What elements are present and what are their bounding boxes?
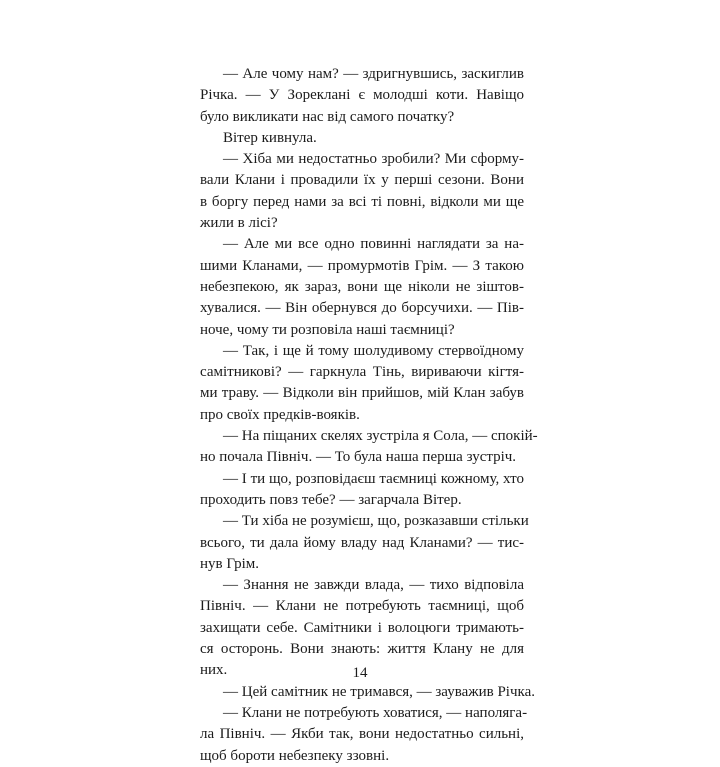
text-line: всього, ти дала йому владу над Кланами? — тис- xyxy=(200,534,524,551)
paragraph xyxy=(200,703,528,767)
paragraph xyxy=(200,128,524,149)
text-line: Вітер кивнула. xyxy=(223,129,317,146)
text-line: вали Клани і провадили їх у перші сезони. Вони xyxy=(200,172,524,189)
paragraph xyxy=(200,511,529,575)
paragraph xyxy=(200,234,524,340)
text-line: хувалися. — Він обернувся до борсучихи. — Пів- xyxy=(200,300,524,317)
text-line: них. xyxy=(200,662,228,679)
text-line: — Але чому нам? — здригнувшись, заскиглив xyxy=(223,66,524,82)
text-line: щоб бороти небезпеку ззовні. xyxy=(200,747,390,764)
text-line: ся осторонь. Вони знають: життя Клану не для xyxy=(200,641,524,658)
text-line: — Хіба ми недостатньо зробили? Ми сформу- xyxy=(223,151,524,168)
text-line: нув Грім. xyxy=(200,555,259,572)
text-line: ла Північ. — Якби так, вони недостатньо сильні, xyxy=(200,726,524,743)
paragraph xyxy=(200,682,535,703)
paragraph xyxy=(200,149,524,234)
text-line: ми траву. — Відколи він прийшов, мій Клан забув xyxy=(200,385,524,402)
text-line: но почала Північ. — То була наша перша зустріч. xyxy=(200,449,517,466)
text-line: про своїх предків-вояків. xyxy=(200,406,360,423)
text-line: захищати себе. Самітники і волоцюги тримають- xyxy=(200,619,524,636)
text-line: було викликати нас від самого початку? xyxy=(200,108,455,125)
paragraph xyxy=(200,64,524,128)
text-line: — На піщаних скелях зустріла я Сола, — спокій- xyxy=(223,428,538,445)
text-line: ноче, чому ти розповіла наші таємниці? xyxy=(200,321,455,338)
text-line: — Клани не потребують ховатися, — наполяга- xyxy=(223,704,528,721)
text-line: самітникові? — гаркнула Тінь, вириваючи кігтя- xyxy=(200,364,524,381)
text-line: Північ. — Клани не потребують таємниці, щоб xyxy=(200,598,524,615)
text-line: Річка. — У Зореклані є молодші коти. Навіщо xyxy=(200,87,524,104)
text-line: в боргу перед нами за всі ті повні, відколи ми ще xyxy=(200,193,524,210)
text-line: — Ти хіба не розумієш, що, розказавши стільки xyxy=(223,513,529,530)
page-number: 14 xyxy=(352,665,368,681)
text-line: — Знання не завжди влада, — тихо відповіла xyxy=(223,577,524,594)
text-line: — Так, і ще й тому шолудивому стервоїдному xyxy=(223,342,524,359)
page-body-text xyxy=(200,64,538,767)
text-line: шими Кланами, — промурмотів Грім. — З такою xyxy=(200,257,524,274)
paragraph xyxy=(200,426,538,469)
paragraph xyxy=(200,469,524,512)
text-line: — Цей самітник не тримався, — зауважив Річка. xyxy=(223,683,535,700)
text-line: — І ти що, розповідаєш таємниці кожному, хто xyxy=(223,470,524,487)
paragraph xyxy=(200,341,524,426)
text-line: жили в лісі? xyxy=(200,215,278,232)
text-line: небезпекою, як зараз, вони ще ніколи не зіштов- xyxy=(200,278,524,295)
text-line: — Але ми все одно повинні наглядати за на- xyxy=(223,236,524,253)
text-line: проходить повз тебе? — загарчала Вітер. xyxy=(200,491,462,508)
